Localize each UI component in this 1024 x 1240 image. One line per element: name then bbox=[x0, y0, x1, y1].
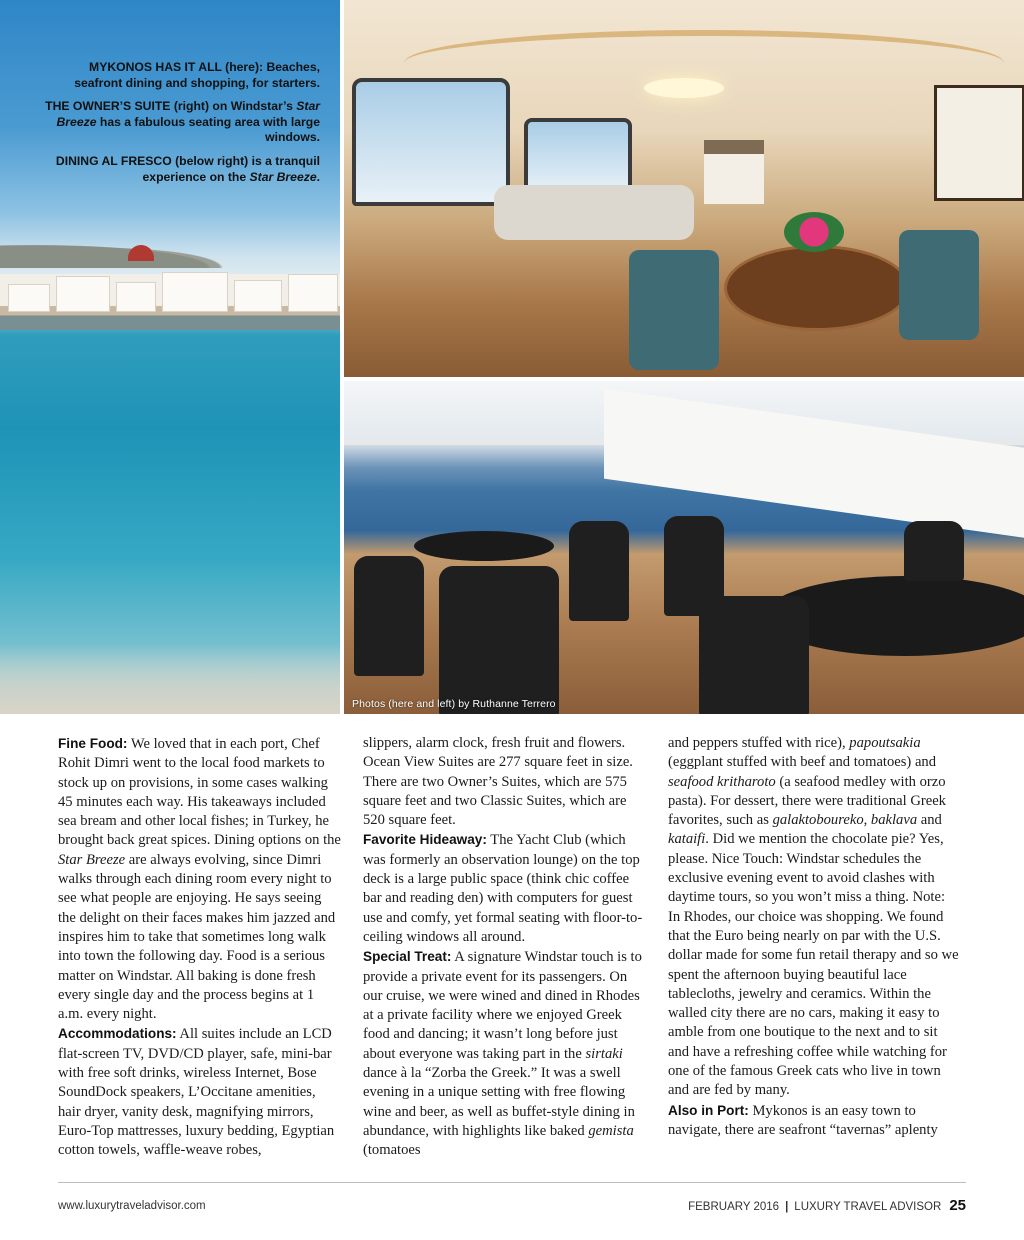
armchair-shape bbox=[899, 230, 979, 340]
deck-chair-shape bbox=[904, 521, 964, 581]
section-head-special-treat: Special Treat: bbox=[363, 949, 452, 965]
paragraph-accommodations-cont: slippers, alarm clock, fresh fruit and flowers. Ocean View Suites are 277 square feet in size. There are two Owner’s Suites, which are 575 square feet and two Classic Suites, which are 520 square feet. bbox=[363, 735, 633, 829]
dining-al-fresco-photo bbox=[344, 381, 1024, 714]
town-shape bbox=[0, 250, 340, 330]
window-shape bbox=[352, 78, 510, 206]
article-column-1 bbox=[58, 734, 341, 1161]
dining-table-shape bbox=[724, 245, 910, 331]
caption-mykonos: MYKONOS HAS IT ALL (here): Beaches, seafront dining and shopping, for starters. bbox=[74, 60, 320, 90]
section-head-also-in-port: Also in Port: bbox=[668, 1102, 749, 1118]
caption-owners-suite: THE OWNER’S SUITE (right) on Windstar’s Star Breeze has a fabulous seating area with large windows. bbox=[45, 99, 320, 145]
footer-separator: | bbox=[785, 1201, 789, 1213]
section-head-favorite-hideaway: Favorite Hideaway: bbox=[363, 832, 487, 848]
article-column-2 bbox=[363, 734, 646, 1161]
deck-chair-shape bbox=[354, 556, 424, 676]
sofa-shape bbox=[494, 185, 694, 240]
photo-captions bbox=[40, 60, 320, 193]
flowers-shape bbox=[784, 212, 844, 252]
footer-url: www.luxurytraveladvisor.com bbox=[58, 1200, 206, 1212]
deck-chair-shape bbox=[569, 521, 629, 621]
article-column-3 bbox=[668, 734, 960, 1140]
page-number: 25 bbox=[949, 1197, 966, 1214]
footer-issue-info bbox=[688, 1197, 966, 1214]
bed-shape bbox=[704, 140, 764, 204]
wall-art-shape bbox=[934, 85, 1024, 201]
caption-dining-al-fresco: DINING AL FRESCO (below right) is a tranquil experience on the Star Breeze. bbox=[55, 153, 320, 184]
paragraph-favorite-hideaway: Favorite Hideaway: The Yacht Club (which was formerly an observation lounge) on the top deck is a large public space (think chic coffee bar and reading den) with computers for guest use and comfy, yet formal seating with floor-to-ceiling windows all around. bbox=[363, 832, 643, 945]
paragraph-special-treat-cont: and peppers stuffed with rice), papoutsakia (eggplant stuffed with beef and tomatoes) and seafood kritharoto (a seafood medley with orzo pasta). For dessert, there were traditional Greek favorites, such as galaktoboureko, baklava and kataifi. Did we mention the chocolate pie? Yes, please. Nice Touch: Windstar schedules the exclusive evening event to avoid clashes with daytime tours, so you won’t miss a thing. Note: In Rhodes, our choice was shopping. We found that the Euro being nearly on par with the U.S. dollar made for some fun retail therapy and so we spent the afternoon buying beautiful lace tablecloths, jewelry and ceramics. Within the walled city there are no cars, making it easy to amble from one boutique to the next and to sit and have a refreshing coffee while watching for one of the famous Greek cats who live in town and are fed by many. bbox=[668, 735, 959, 1099]
footer-issue-date: FEBRUARY 2016 bbox=[688, 1201, 780, 1213]
ceiling-light-shape bbox=[644, 78, 724, 98]
section-head-accommodations: Accommodations: bbox=[58, 1026, 177, 1042]
paragraph-fine-food: Fine Food: We loved that in each port, Chef Rohit Dimri went to the local food markets to stock up on provisions, in some cases walking 45 minutes each way. His takeaways included sea bream and other local fishes; in Turkey, he brought back great spices. Dining options on the Star Breeze are always evolving, since Dimri walks through each dining room every night to see what people are enjoying. He says seeing the delight on their faces makes him jazzed and inspires him to take that sometimes long walk into town the following day. Food is a serious matter on Windstar. All baking is done fresh every single day and the process begins at 1 a.m. every night. bbox=[58, 736, 341, 1023]
section-head-fine-food: Fine Food: bbox=[58, 736, 128, 751]
deck-chair-shape bbox=[439, 566, 559, 714]
footer-magazine-name: LUXURY TRAVEL ADVISOR bbox=[794, 1201, 942, 1213]
paragraph-also-in-port: Also in Port: Mykonos is an easy town to navigate, there are seafront “tavernas” aplenty bbox=[668, 1102, 938, 1138]
deck-table-shape bbox=[414, 531, 554, 561]
beach-shape bbox=[0, 644, 340, 714]
footer-divider bbox=[58, 1182, 966, 1183]
owners-suite-photo bbox=[344, 0, 1024, 377]
paragraph-special-treat: Special Treat: A signature Windstar touch is to provide a private event for its passengers. On our cruise, we were wined and dined in Rhodes at a private facility where we enjoyed Greek food and dancing; it wasn’t long before just about everyone was taking part in the sirtaki dance à la “Zorba the Greek.” It was a swell evening in a unique setting with free flowing wine and beer, as well as buffet-style dining in abundance, with highlights like baked gemista (tomatoes bbox=[363, 949, 642, 1159]
deck-chair-shape bbox=[699, 596, 809, 714]
paragraph-accommodations: Accommodations: All suites include an LCD flat-screen TV, DVD/CD player, safe, mini-bar with free soft drinks, wireless Internet, Bose SoundDock speakers, L’Occitane amenities, hair dryer, vanity desk, magnifying mirrors, Euro-Top mattresses, luxury bedding, Egyptian cotton towels, waffle-weave robes, bbox=[58, 1026, 335, 1159]
armchair-shape bbox=[629, 250, 719, 370]
photo-credit: Photos (here and left) by Ruthanne Terrero bbox=[352, 698, 556, 710]
